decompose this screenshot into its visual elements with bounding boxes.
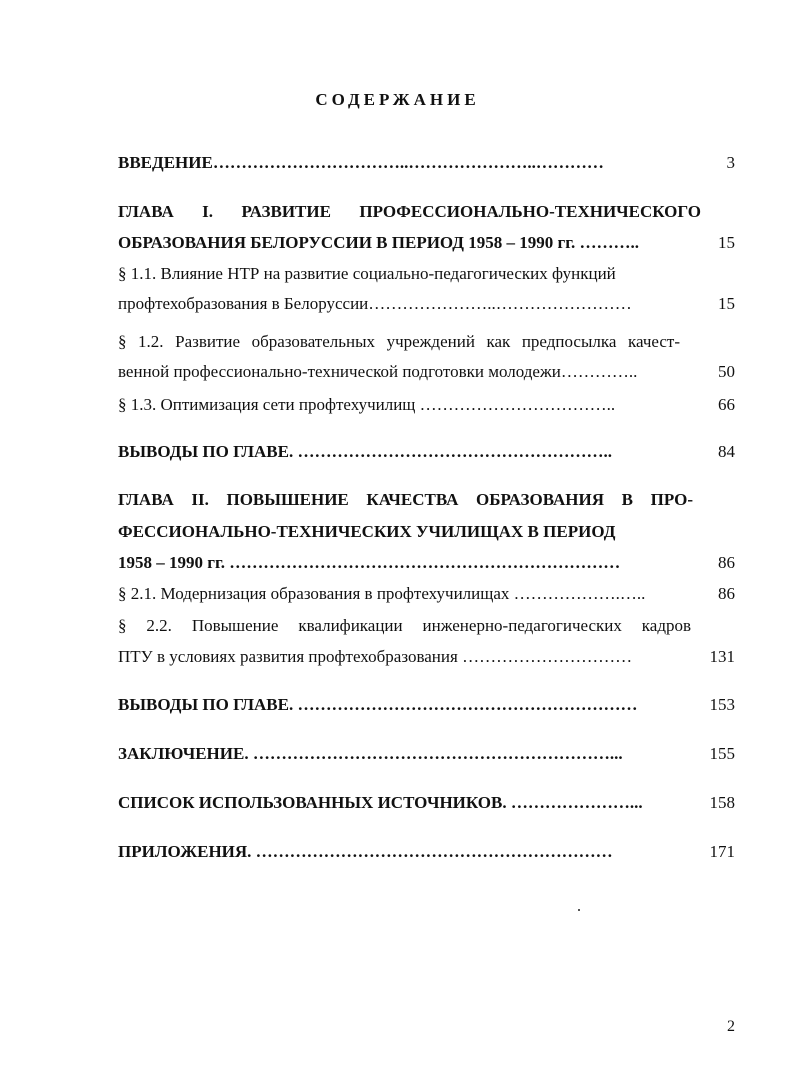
toc-page-chapter-2: 86 [718, 553, 735, 572]
toc-section-1-1-line-1[interactable]: § 1.1. Влияние НТР на развитие социально-педагогических функций [118, 264, 616, 283]
toc-page-intro: 3 [726, 153, 735, 172]
toc-page-section-1-1: 15 [718, 294, 735, 313]
page-number: 2 [727, 1018, 735, 1035]
toc-page-section-2-1: 86 [718, 584, 735, 603]
toc-conclusions-chapter-2[interactable]: ВЫВОДЫ ПО ГЛАВЕ. …………………………………………………… [118, 695, 638, 714]
toc-section-2-2-line-1[interactable]: § 2.2. Повышение квалификации инженерно-педагогических кадров [118, 616, 691, 635]
toc-chapter-2-line-1[interactable]: ГЛАВА II. ПОВЫШЕНИЕ КАЧЕСТВА ОБРАЗОВАНИЯ В ПРО- [118, 490, 693, 509]
toc-page-conclusions-chapter-2: 153 [709, 695, 735, 714]
toc-chapter-2-line-2[interactable]: ФЕССИОНАЛЬНО-ТЕХНИЧЕСКИХ УЧИЛИЩАХ В ПЕРИОД [118, 522, 616, 541]
toc-page-section-2-2: 131 [709, 647, 735, 666]
toc-page-chapter-1: 15 [718, 233, 735, 252]
toc-sources[interactable]: СПИСОК ИСПОЛЬЗОВАННЫХ ИСТОЧНИКОВ. …………………... [118, 793, 643, 812]
toc-chapter-1-line-1[interactable]: ГЛАВА I. РАЗВИТИЕ ПРОФЕССИОНАЛЬНО-ТЕХНИЧЕСКОГО [118, 202, 701, 221]
toc-chapter-1-line-2[interactable]: ОБРАЗОВАНИЯ БЕЛОРУССИИ В ПЕРИОД 1958 – 1990 гг. ……….. [118, 233, 640, 252]
toc-page-section-1-2: 50 [718, 362, 735, 381]
toc-conclusions-chapter-1[interactable]: ВЫВОДЫ ПО ГЛАВЕ. ……………………………………………….. [118, 442, 612, 461]
toc-section-2-2-line-2[interactable]: ПТУ в условиях развития профтехобразования ………………………… [118, 647, 633, 666]
toc-page-conclusion: 155 [709, 744, 735, 763]
toc-chapter-2-line-3[interactable]: 1958 – 1990 гг. …………………………………………………………… [118, 553, 621, 572]
toc-page-section-1-3: 66 [718, 395, 735, 414]
toc-conclusion[interactable]: ЗАКЛЮЧЕНИЕ. ………………………………………………………... [118, 744, 623, 763]
toc-entry-intro[interactable]: ВВЕДЕНИЕ……………………………..…………………..………… [118, 153, 604, 172]
toc-page-appendix: 171 [709, 842, 735, 861]
toc-section-2-1[interactable]: § 2.1. Модернизация образования в профтехучилищах ……………….….. [118, 584, 646, 603]
toc-section-1-2-line-1[interactable]: § 1.2. Развитие образовательных учреждений как предпосылка качест- [118, 332, 680, 351]
toc-page-sources: 158 [709, 793, 735, 812]
toc-page-conclusions-chapter-1: 84 [718, 442, 735, 461]
toc-section-1-3[interactable]: § 1.3. Оптимизация сети профтехучилищ …………………………….. [118, 395, 616, 414]
toc-section-1-2-line-2[interactable]: венной профессионально-технической подготовки молодежи………….. [118, 362, 638, 381]
toc-appendix[interactable]: ПРИЛОЖЕНИЯ. ……………………………………………………… [118, 842, 613, 861]
toc-section-1-1-line-2[interactable]: профтехобразования в Белоруссии…………………..…………………… [118, 294, 632, 313]
scan-speck [578, 909, 580, 911]
page-title: СОДЕРЖАНИЕ [315, 90, 480, 109]
